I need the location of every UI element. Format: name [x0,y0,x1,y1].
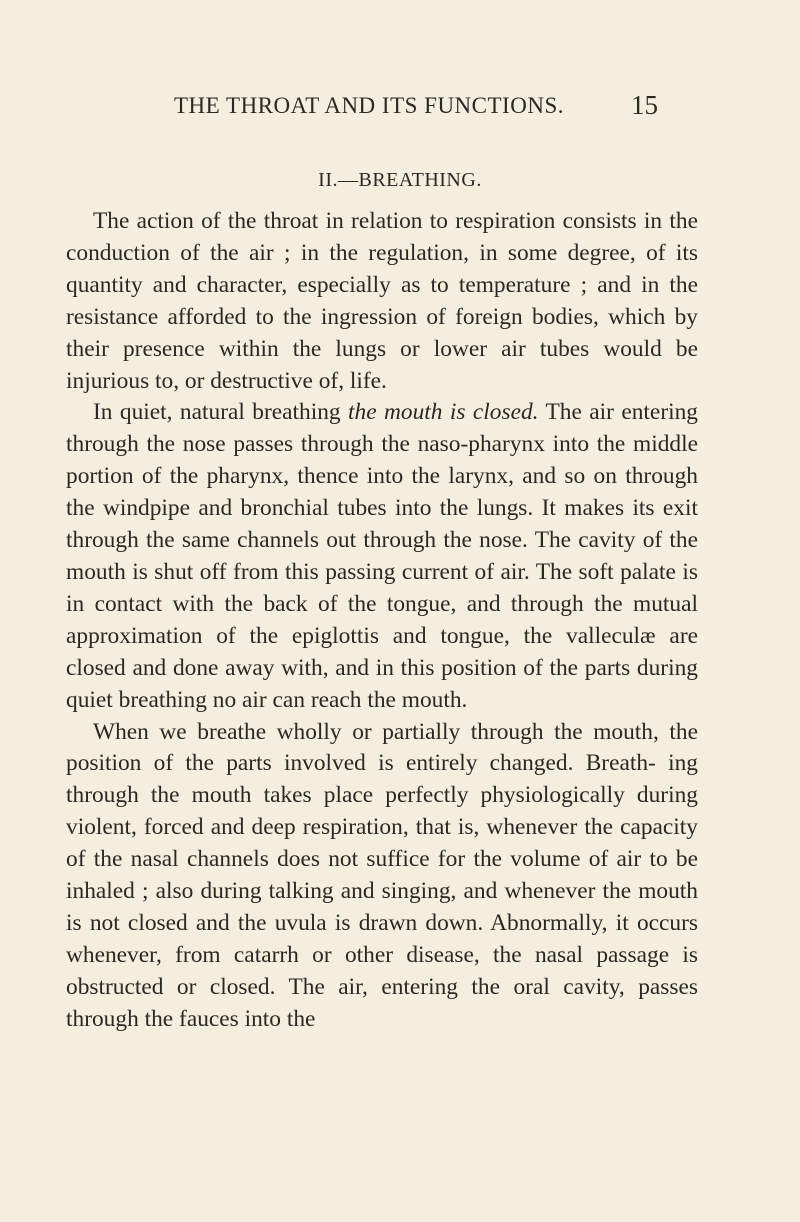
paragraph-2 [66,397,698,716]
paragraph-1: The action of the throat in relation to respiration consists in the conduction of the air ; in the regulation, in some degree, of its quantity and character, especially as to temperature ; and in the resistance afforded to the ingression of foreign bodies, which by their presence within the lungs or lower air tubes would be injurious to, or destructive of, life. [66,208,698,394]
paragraph-2-lead: In quiet, natural breathing [93,399,349,426]
running-head [0,90,800,127]
page-number: 15 [631,90,658,120]
section-heading: II.—BREATHING. [318,169,482,191]
paragraph-2-emphasis: the mouth is closed. [348,399,539,426]
running-title: THE THROAT AND ITS FUNCTIONS. [174,93,564,118]
body-text [66,206,698,1036]
paragraph-3: When we breathe wholly or partially through the mouth, the position of the parts involved is entirely changed. Breath- ing through the mouth takes place perfectly physiologically during violent, forced and deep respiration, that is, whenever the capacity of the nasal channels does not suffice for the volume of air to be inhaled ; also during talking and singing, and whenever the mouth is not closed and the uvula is drawn down. Abnormally, it occurs whenever, from catarrh or other disease, the nasal passage is obstructed or closed. The air, entering the oral cavity, passes through the fauces into the [66,718,698,1032]
paragraph-2-rest: The air entering through the nose passes through the naso-pharynx into the middle portion of the pharynx, thence into the larynx, and so on through the windpipe and bronchial tubes into the lungs. It makes its exit through the same channels out through the nose. The cavity of the mouth is shut off from this passing current of air. The soft palate is in contact with the back of the tongue, and through the mutual approximation of the epiglottis and tongue, the valleculæ are closed and done away with, and in this position of the parts during quiet breathing no air can reach the mouth. [66,399,698,713]
